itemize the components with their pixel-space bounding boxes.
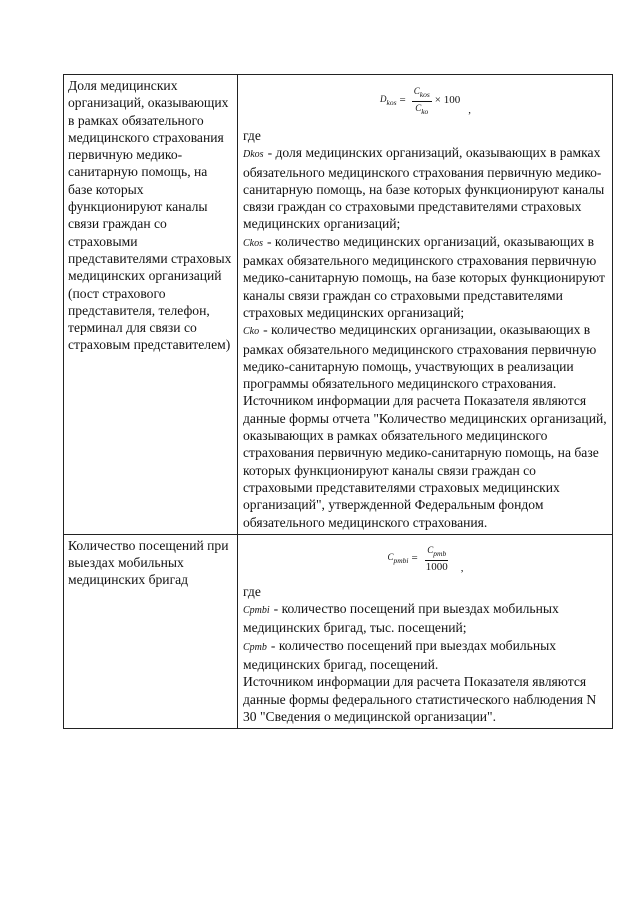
definition-text: - количество медицинских организации, оказывающих в рамках обязательного медицинского страхования первичную медико-санитарную помощь, участвующих в реализации программы обязательного медицинского страхования. <box>243 322 597 392</box>
definition <box>243 600 608 637</box>
where-label: где <box>243 583 261 599</box>
source-text: Источником информации для расчета Показателя являются данные формы отчета "Количество медицинских организаций, оказывающих в рамках обязательного медицинского страхования первичную медико-санитарную помощь, на базе которых функционируют каналы связи граждан со страховыми представителями страховых медицинских организаций", утвержденной Федеральным фондом обязательного медицинского страхования. <box>243 393 607 530</box>
definition-symbol: Dkos <box>243 149 264 161</box>
table-row <box>64 534 613 728</box>
indicators-table <box>63 74 613 729</box>
definition-text: - количество посещений при выездах мобильных медицинских бригад, тыс. посещений; <box>243 601 559 636</box>
formula-lhs-sub: pmbi <box>393 555 409 565</box>
formula-numerator: C <box>427 545 434 556</box>
definition <box>243 637 608 674</box>
where-label: где <box>243 128 261 143</box>
indicator-method <box>238 534 613 728</box>
formula-numerator-sub: pmb <box>433 549 447 559</box>
formula-numerator-sub: kos <box>419 89 430 99</box>
formula: $C_{pmbi}$ = $\frac{C_{pmb}}{1000}$ , <box>243 535 608 583</box>
formula-denominator: 1000 <box>425 561 448 574</box>
definition-text: - доля медицинских организаций, оказывающих в рамках обязательного медицинского страхования первичную медико-санитарную помощь, на базе которых функционируют каналы связи граждан со страховыми представителями страховых медицинских организаций; <box>243 145 605 232</box>
definition-symbol: Cpmbi <box>243 605 270 617</box>
definition-text: - количество посещений при выездах мобильных медицинских бригад, посещений. <box>243 637 557 673</box>
definition-text: - количество медицинских организаций, оказывающих в рамках обязательного медицинского страхования первичную медико-санитарную помощь, на базе которых функционируют каналы связи граждан со страховыми представителями страховых медицинских организаций; <box>243 233 605 320</box>
formula-lhs: C <box>387 551 394 562</box>
formula-denominator: C <box>415 102 422 113</box>
definition-symbol: Cko <box>243 326 260 338</box>
formula-denominator-sub: ko <box>421 106 429 116</box>
definition <box>243 144 608 232</box>
definition-symbol: Cpmb <box>243 641 267 653</box>
formula-comma: , <box>468 104 471 117</box>
definition <box>243 321 608 392</box>
definition-symbol: Ckos <box>243 237 263 249</box>
formula-numerator: C <box>413 85 420 96</box>
formula-lhs: D <box>380 93 387 104</box>
source-text: Источником информации для расчета Показателя являются данные формы федерального статистического наблюдения N 30 "Сведения о медицинской организации". <box>243 674 597 724</box>
formula-multiplier: × 100 <box>434 94 461 107</box>
formula: $D_{kos}$ = $\frac{C_{kos}}{C_{ko}}$ × 100 , <box>243 75 608 127</box>
indicator-name: Доля медицинских организаций, оказывающих в рамках обязательного медицинского страхования первичную медико-санитарную помощь, на базе которых функционируют каналы связи граждан со страховыми представителями страховых медицинских организаций (пост страхового представителя, телефон, терминал для связи со страховым представителем) <box>64 75 238 535</box>
definition <box>243 233 608 321</box>
indicator-method <box>238 75 613 535</box>
indicator-name: Количество посещений при выездах мобильных медицинских бригад <box>64 534 238 728</box>
table-row <box>64 75 613 535</box>
formula-comma: , <box>460 562 464 575</box>
formula-lhs-sub: kos <box>386 97 397 107</box>
